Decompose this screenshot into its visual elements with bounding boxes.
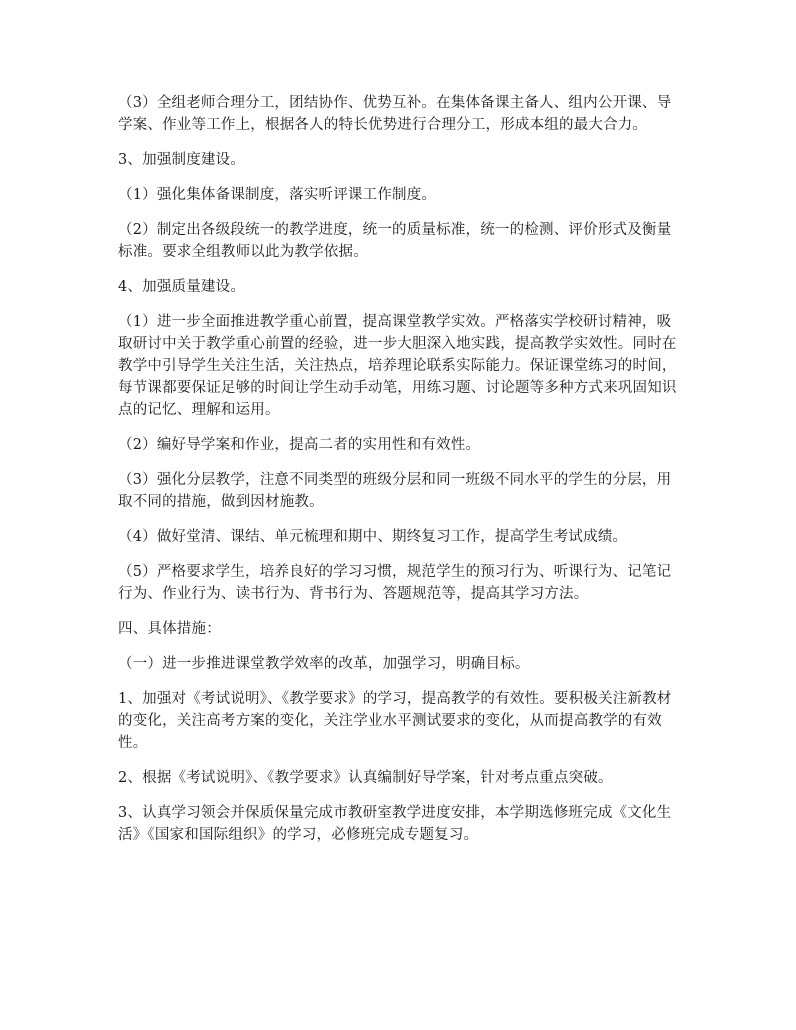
paragraph-exam-guidelines: 1、加强对《考试说明》、《教学要求》的学习，提高教学的有效性。要积极关注新教材的变化，关注高考方案的变化，关注学业水平测试要求的变化，从而提高教学的有效性。 <box>118 691 672 751</box>
subheading-classroom-reform: （一）进一步推进课堂教学效率的改革，加强学习，明确目标。 <box>118 656 530 672</box>
paragraph-division-of-labor: （3）全组老师合理分工，团结协作、优势互补。在集体备课主备人、组内公开课、导学案、作业等工作上，根据各人的特长优势进行合理分工，形成本组的最大合力。 <box>118 95 672 133</box>
paragraph-review-work: （4）做好堂清、课结、单元梳理和期中、期终复习工作，提高学生考试成绩。 <box>118 529 628 545</box>
paragraph-collective-lesson-prep: （1）强化集体备课制度，落实听评课工作制度。 <box>118 187 437 203</box>
paragraph-teaching-focus: （1）进一步全面推进教学重心前置，提高课堂教学实效。严格落实学校研讨精神，吸取研讨中关于教学重心前置的经验，进一步大胆深入地实践，提高教学实效性。同时在教学中引导学生关注生活，关注热点，培养理论联系实际能力。保证课堂练习的时间，每节课都要保证足够的时间让学生动手动笔，用练习题、讨论题等多种方式来巩固知识点的记忆、理解和运用。 <box>118 314 677 418</box>
paragraph-tiered-teaching: （3）强化分层教学，注意不同类型的班级分层和同一班级不同水平的学生的分层，用取不同的措施，做到因材施教。 <box>118 472 672 510</box>
paragraph-study-guide-prep: 2、根据《考试说明》、《教学要求》认真编制好导学案，针对考点重点突破。 <box>118 770 613 786</box>
heading-system-building: 3、加强制度建设。 <box>118 152 246 168</box>
paragraph-progress-arrangement: 3、认真学习领会并保质保量完成市教研室教学进度安排，本学期选修班完成《文化生活》《国家和国际组织》的学习，必修班完成专题复习。 <box>118 805 672 843</box>
heading-specific-measures: 四、具体措施： <box>118 621 221 637</box>
heading-quality-building: 4、加强质量建设。 <box>118 279 246 295</box>
paragraph-unified-progress: （2）制定出各级段统一的教学进度，统一的质量标准，统一的检测、评价形式及衡量标准。要求全组教师以此为教学依据。 <box>118 222 672 260</box>
document-body <box>118 92 684 859</box>
paragraph-study-habits: （5）严格要求学生，培养良好的学习习惯，规范学生的预习行为、听课行为、记笔记行为、作业行为、读书行为、背书行为、答题规范等，提高其学习方法。 <box>118 564 672 602</box>
paragraph-study-guides: （2）编好导学案和作业，提高二者的实用性和有效性。 <box>118 437 481 453</box>
